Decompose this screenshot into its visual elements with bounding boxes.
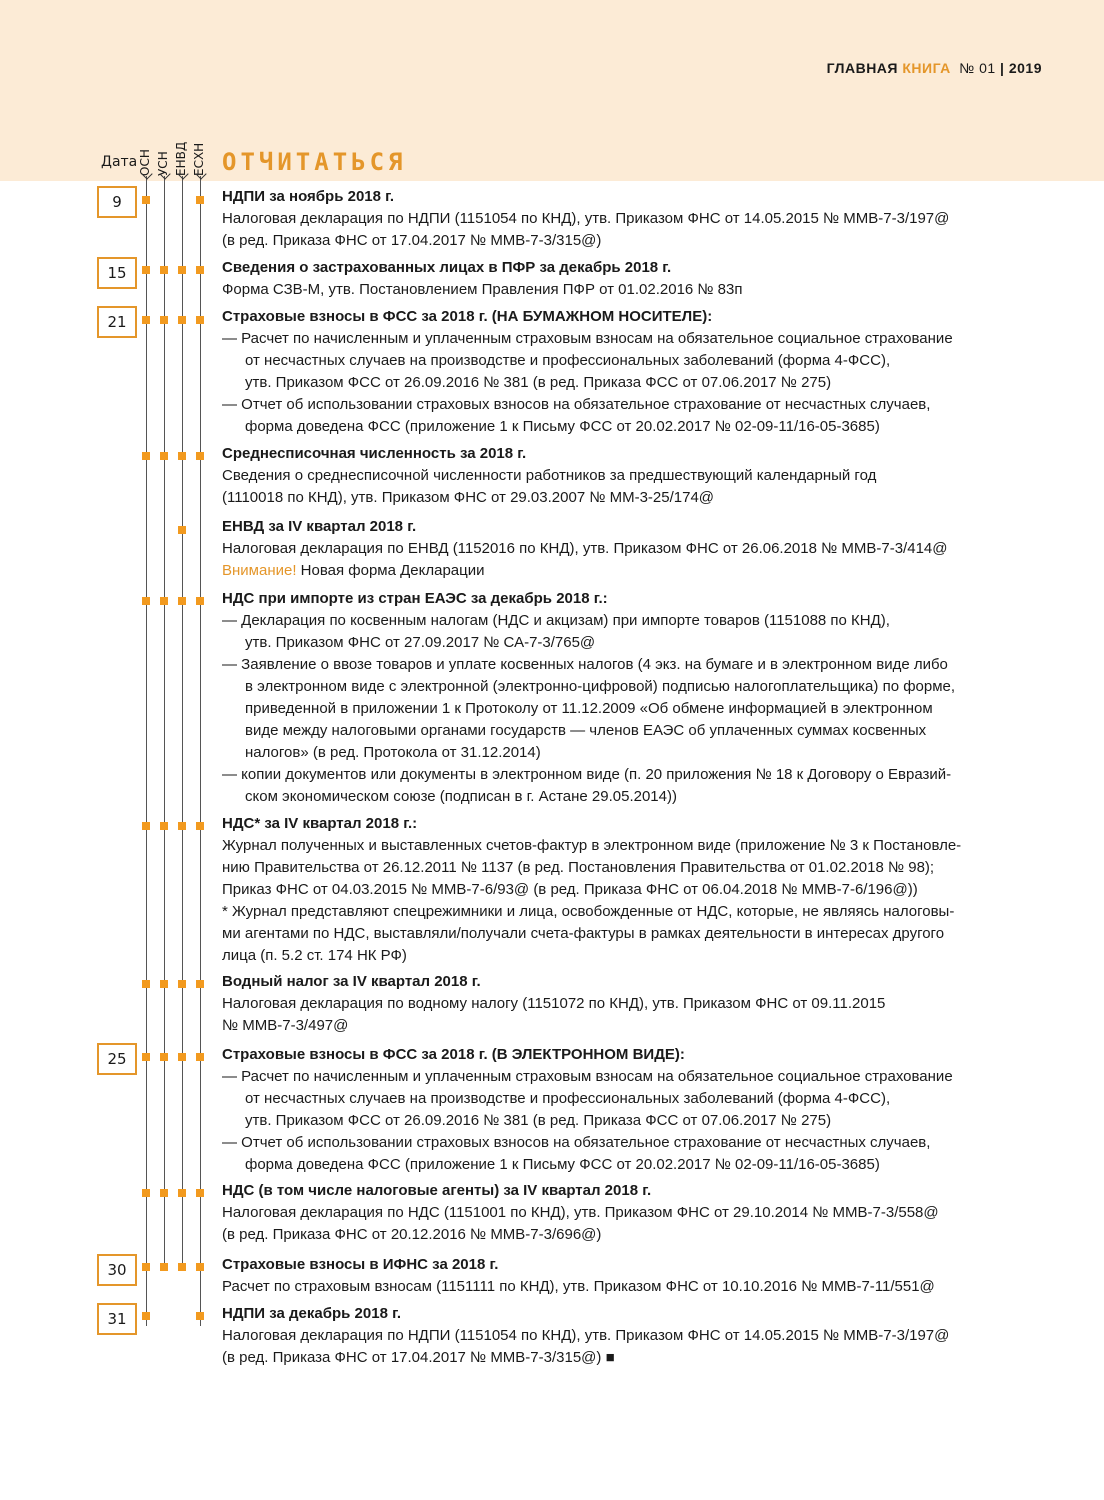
date-box: 21 bbox=[97, 306, 137, 338]
entry-title: Страховые взносы в ФСС за 2018 г. (НА БУМАЖНОМ НОСИТЕЛЕ): bbox=[222, 308, 713, 325]
marker-envd bbox=[178, 1053, 186, 1061]
masthead bbox=[827, 60, 1042, 76]
marker-envd bbox=[178, 452, 186, 460]
marker-envd bbox=[178, 266, 186, 274]
column-envd: ЕНВД bbox=[174, 141, 188, 176]
entry-title: Сведения о застрахованных лицах в ПФР за декабрь 2018 г. bbox=[222, 259, 672, 276]
marker-usn bbox=[160, 597, 168, 605]
date-box: 25 bbox=[97, 1043, 137, 1075]
entry-title: ЕНВД за IV квартал 2018 г. bbox=[222, 518, 417, 535]
marker-osn bbox=[142, 196, 150, 204]
marker-osn bbox=[142, 1263, 150, 1271]
date-column-label: Дата bbox=[101, 154, 138, 170]
entry-title: НДПИ за декабрь 2018 г. bbox=[222, 1305, 401, 1322]
entry-line: Налоговая декларация по НДПИ (1151054 по КНД), утв. Приказом ФНС от 14.05.2015 № ММВ-7-3/197@ bbox=[222, 210, 950, 227]
marker-usn bbox=[160, 1189, 168, 1197]
entry-line: — Отчет об использовании страховых взносов на обязательное страхование от несчастных случаев, bbox=[222, 1134, 931, 1151]
marker-eshn bbox=[196, 1263, 204, 1271]
entry-line: ском экономическом союзе (подписан в г. Астане 29.05.2014)) bbox=[245, 788, 677, 805]
entry-line: Налоговая декларация по НДС (1151001 по КНД), утв. Приказом ФНС от 29.10.2014 № ММВ-7-3/558@ bbox=[222, 1204, 939, 1221]
marker-osn bbox=[142, 822, 150, 830]
entry-line: (в ред. Приказа ФНС от 20.12.2016 № ММВ-7-3/696@) bbox=[222, 1226, 602, 1243]
entry-line: — копии документов или документы в электронном виде (п. 20 приложения № 18 к Договору о Евразий- bbox=[222, 766, 952, 783]
date-box: 31 bbox=[97, 1303, 137, 1335]
entry-line: Налоговая декларация по НДПИ (1151054 по КНД), утв. Приказом ФНС от 14.05.2015 № ММВ-7-3/197@ bbox=[222, 1327, 950, 1344]
report-entry bbox=[222, 516, 1052, 582]
marker-usn bbox=[160, 1263, 168, 1271]
marker-usn bbox=[160, 452, 168, 460]
marker-eshn bbox=[196, 822, 204, 830]
entry-line: * Журнал представляют спецрежимники и лица, освобожденные от НДС, которые, не являясь налоговы- bbox=[222, 903, 955, 920]
entry-line: от несчастных случаев на производстве и профессиональных заболеваний (форма 4-ФСС), bbox=[245, 1090, 891, 1107]
marker-eshn bbox=[196, 1312, 204, 1320]
marker-eshn bbox=[196, 980, 204, 988]
marker-eshn bbox=[196, 1053, 204, 1061]
report-entry bbox=[222, 588, 1052, 808]
entry-line: утв. Приказом ФСС от 26.09.2016 № 381 (в ред. Приказа ФСС от 07.06.2017 № 275) bbox=[245, 1112, 832, 1129]
marker-osn bbox=[142, 452, 150, 460]
entry-title: Страховые взносы в ФСС за 2018 г. (В ЭЛЕКТРОННОМ ВИДЕ): bbox=[222, 1046, 685, 1063]
marker-usn bbox=[160, 980, 168, 988]
report-entry bbox=[222, 971, 1052, 1037]
entry-line: виде между налоговыми органами государств — членов ЕАЭС об уплаченных суммах косвенных bbox=[245, 722, 927, 739]
section-title: ОТЧИТАТЬСЯ bbox=[222, 148, 407, 176]
marker-eshn bbox=[196, 196, 204, 204]
entry-line: Сведения о среднесписочной численности работников за предшествующий календарный год bbox=[222, 467, 877, 484]
report-entry bbox=[222, 1044, 1052, 1176]
issue-number: № 01 bbox=[959, 60, 996, 76]
year: 2019 bbox=[1008, 60, 1042, 76]
date-box: 9 bbox=[97, 186, 137, 218]
marker-osn bbox=[142, 597, 150, 605]
marker-osn bbox=[142, 316, 150, 324]
timeline-line-eshn bbox=[200, 176, 201, 1326]
marker-eshn bbox=[196, 452, 204, 460]
marker-eshn bbox=[196, 1189, 204, 1197]
marker-envd bbox=[178, 597, 186, 605]
entry-line: Налоговая декларация по водному налогу (1151072 по КНД), утв. Приказом ФНС от 09.11.2015 bbox=[222, 995, 886, 1012]
marker-usn bbox=[160, 822, 168, 830]
entry-line: Налоговая декларация по ЕНВД (1152016 по КНД), утв. Приказом ФНС от 26.06.2018 № ММВ-7-3/414@ bbox=[222, 540, 948, 557]
column-eshn: ЕСХН bbox=[192, 142, 206, 176]
marker-osn bbox=[142, 1053, 150, 1061]
entry-title: Страховые взносы в ИФНС за 2018 г. bbox=[222, 1256, 499, 1273]
entry-line: в электронном виде с электронной (электронно-цифровой) подписью налогоплательщика) по форме, bbox=[245, 678, 956, 695]
entry-line: № ММВ-7-3/497@ bbox=[222, 1017, 349, 1034]
entry-line bbox=[222, 560, 1052, 582]
entry-line: утв. Приказом ФСС от 26.09.2016 № 381 (в ред. Приказа ФСС от 07.06.2017 № 275) bbox=[245, 374, 832, 391]
timeline-line-envd bbox=[182, 176, 183, 1266]
report-entry bbox=[222, 257, 1052, 301]
entry-title: НДС при импорте из стран ЕАЭС за декабрь 2018 г.: bbox=[222, 590, 608, 607]
marker-envd bbox=[178, 526, 186, 534]
entry-line: (в ред. Приказа ФНС от 17.04.2017 № ММВ-7-3/315@) bbox=[222, 232, 602, 249]
report-entry bbox=[222, 813, 1052, 967]
marker-eshn bbox=[196, 597, 204, 605]
entry-line: Расчет по страховым взносам (1151111 по КНД), утв. Приказом ФНС от 10.10.2016 № ММВ-7-11/551@ bbox=[222, 1278, 935, 1295]
marker-envd bbox=[178, 1263, 186, 1271]
entry-line: лица (п. 5.2 ст. 174 НК РФ) bbox=[222, 947, 407, 964]
report-entry bbox=[222, 186, 1052, 252]
entry-line: Журнал полученных и выставленных счетов-фактур в электронном виде (приложение № 3 к Постановле- bbox=[222, 837, 962, 854]
entry-line: форма доведена ФСС (приложение 1 к Письму ФСС от 20.02.2017 № 02-09-11/16-05-3685) bbox=[245, 1156, 880, 1173]
marker-envd bbox=[178, 980, 186, 988]
timeline-line-osn bbox=[146, 176, 147, 1326]
entry-line: ми агентами по НДС, выставляли/получали счета-фактуры в рамках деятельности в интересах другого bbox=[222, 925, 945, 942]
marker-osn bbox=[142, 1189, 150, 1197]
entry-line: — Отчет об использовании страховых взносов на обязательное страхование от несчастных случаев, bbox=[222, 396, 931, 413]
marker-envd bbox=[178, 1189, 186, 1197]
entry-line: — Декларация по косвенным налогам (НДС и акцизам) при импорте товаров (1151088 по КНД), bbox=[222, 612, 890, 629]
entry-title: Среднесписочная численность за 2018 г. bbox=[222, 445, 527, 462]
report-entry bbox=[222, 443, 1052, 509]
marker-eshn bbox=[196, 266, 204, 274]
marker-osn bbox=[142, 1312, 150, 1320]
report-entry bbox=[222, 306, 1052, 438]
entry-line: (1110018 по КНД), утв. Приказом ФНС от 29.03.2007 № ММ-3-25/174@ bbox=[222, 489, 715, 506]
entry-line: налогов» (в ред. Протокола от 31.12.2014) bbox=[245, 744, 541, 761]
entry-line: форма доведена ФСС (приложение 1 к Письму ФСС от 20.02.2017 № 02-09-11/16-05-3685) bbox=[245, 418, 880, 435]
report-entry bbox=[222, 1303, 1052, 1369]
marker-usn bbox=[160, 266, 168, 274]
report-entry bbox=[222, 1180, 1052, 1246]
warning-text: Новая форма Декларации bbox=[300, 562, 485, 579]
entry-line: — Заявление о ввозе товаров и уплате косвенных налогов (4 экз. на бумаге и в электронном виде либо bbox=[222, 656, 948, 673]
entry-line: (в ред. Приказа ФНС от 17.04.2017 № ММВ-7-3/315@) ■ bbox=[222, 1349, 615, 1366]
entry-line: Приказ ФНС от 04.03.2015 № ММВ-7-6/93@ (в ред. Приказа ФНС от 06.04.2018 № ММВ-7-6/196@)) bbox=[222, 881, 918, 898]
entry-line: утв. Приказом ФНС от 27.09.2017 № СА-7-3/765@ bbox=[245, 634, 596, 651]
entry-line: — Расчет по начисленным и уплаченным страховым взносам на обязательное социальное страхование bbox=[222, 330, 953, 347]
timeline-line-usn bbox=[164, 176, 165, 1266]
entry-line: от несчастных случаев на производстве и профессиональных заболеваний (форма 4-ФСС), bbox=[245, 352, 891, 369]
separator: | bbox=[1000, 60, 1005, 76]
date-box: 30 bbox=[97, 1254, 137, 1286]
entry-line: — Расчет по начисленным и уплаченным страховым взносам на обязательное социальное страхование bbox=[222, 1068, 953, 1085]
brand-main: ГЛАВНАЯ bbox=[826, 60, 898, 76]
entry-title: НДС (в том числе налоговые агенты) за IV квартал 2018 г. bbox=[222, 1182, 652, 1199]
marker-usn bbox=[160, 316, 168, 324]
entry-line: нию Правительства от 26.12.2011 № 1137 (в ред. Постановления Правительства от 01.02.2018 № 98); bbox=[222, 859, 935, 876]
marker-envd bbox=[178, 316, 186, 324]
column-osn: ОСН bbox=[138, 149, 152, 176]
marker-usn bbox=[160, 1053, 168, 1061]
entry-line: приведенной в приложении 1 к Протоколу от 11.12.2009 «Об обмене информацией в электронном bbox=[245, 700, 933, 717]
entry-title: Водный налог за IV квартал 2018 г. bbox=[222, 973, 481, 990]
entry-title: НДПИ за ноябрь 2018 г. bbox=[222, 188, 395, 205]
marker-eshn bbox=[196, 316, 204, 324]
marker-osn bbox=[142, 980, 150, 988]
date-box: 15 bbox=[97, 257, 137, 289]
marker-envd bbox=[178, 822, 186, 830]
warning-label: Внимание! bbox=[222, 562, 297, 579]
entry-title: НДС* за IV квартал 2018 г.: bbox=[222, 815, 418, 832]
brand-accent: КНИГА bbox=[902, 60, 951, 76]
marker-osn bbox=[142, 266, 150, 274]
column-usn: УСН bbox=[156, 151, 170, 176]
entry-line: Форма СЗВ-М, утв. Постановлением Правления ПФР от 01.02.2016 № 83п bbox=[222, 281, 743, 298]
report-entry bbox=[222, 1254, 1052, 1298]
